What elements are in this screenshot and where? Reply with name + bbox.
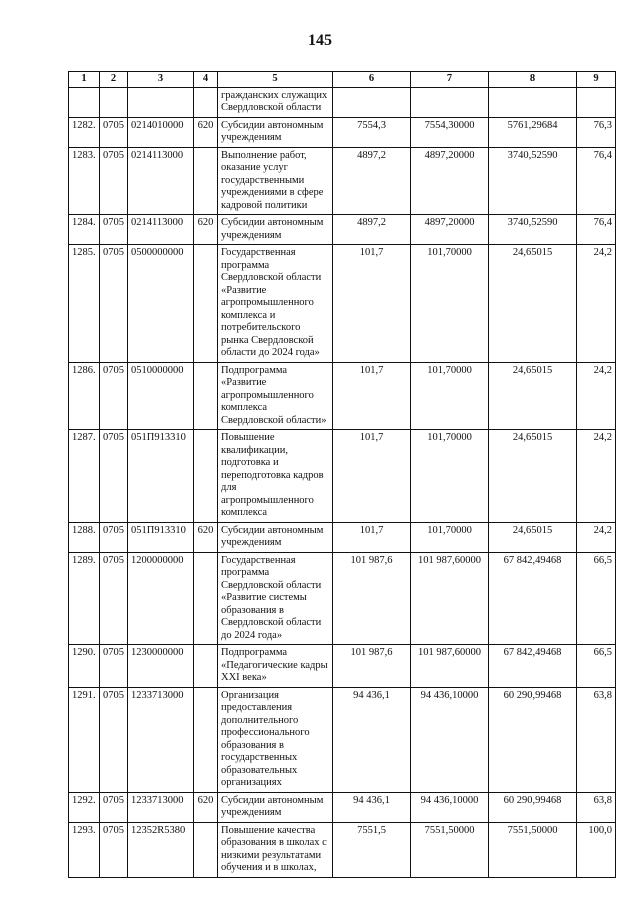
item-name: Повышение квалификации, подготовка и переподготовка кадров для агропромышленного комплекса xyxy=(218,430,333,523)
row-number: 1293. xyxy=(69,822,100,877)
expense-type-code: 620 xyxy=(194,522,218,552)
target-article-code: 0510000000 xyxy=(128,362,194,430)
target-article-code: 051П913310 xyxy=(128,522,194,552)
row-number: 1287. xyxy=(69,430,100,523)
amount-executed: 60 290,99468 xyxy=(489,687,577,792)
column-header: 3 xyxy=(128,72,194,88)
row-number: 1284. xyxy=(69,215,100,245)
expense-type-code: 620 xyxy=(194,215,218,245)
row-number: 1292. xyxy=(69,792,100,822)
amount-value: 7554,3 xyxy=(333,117,411,147)
item-name: Выполнение работ, оказание услуг государственными учреждениями в сфере кадровой политики xyxy=(218,147,333,215)
amount-value: 4897,2 xyxy=(333,147,411,215)
column-header: 5 xyxy=(218,72,333,88)
section-code xyxy=(100,87,128,117)
item-name: Государственная программа Свердловской области «Развитие агропромышленного комплекса и потребительского рынка Свердловской области до 2024 года» xyxy=(218,245,333,363)
amount-value: 4897,2 xyxy=(333,215,411,245)
table-row xyxy=(69,245,616,363)
amount-precise: 7551,50000 xyxy=(411,822,489,877)
page-number: 145 xyxy=(308,32,332,49)
execution-percent: 76,4 xyxy=(577,215,616,245)
row-number: 1291. xyxy=(69,687,100,792)
target-article-code: 1200000000 xyxy=(128,552,194,645)
section-code: 0705 xyxy=(100,362,128,430)
table-row xyxy=(69,117,616,147)
target-article-code: 0214113000 xyxy=(128,147,194,215)
amount-precise: 94 436,10000 xyxy=(411,792,489,822)
amount-precise: 7554,30000 xyxy=(411,117,489,147)
execution-percent xyxy=(577,87,616,117)
amount-value xyxy=(333,87,411,117)
amount-value: 7551,5 xyxy=(333,822,411,877)
section-code: 0705 xyxy=(100,645,128,688)
expense-type-code xyxy=(194,87,218,117)
item-name: Повышение качества образования в школах с низкими результатами обучения и в школах, xyxy=(218,822,333,877)
amount-precise: 101,70000 xyxy=(411,522,489,552)
item-name: Подпрограмма «Развитие агропромышленного комплекса Свердловской области» xyxy=(218,362,333,430)
amount-executed: 24,65015 xyxy=(489,245,577,363)
row-number: 1286. xyxy=(69,362,100,430)
column-header: 8 xyxy=(489,72,577,88)
column-header: 4 xyxy=(194,72,218,88)
column-header: 7 xyxy=(411,72,489,88)
amount-executed: 24,65015 xyxy=(489,522,577,552)
execution-percent: 24,2 xyxy=(577,245,616,363)
amount-precise: 101 987,60000 xyxy=(411,552,489,645)
expense-type-code: 620 xyxy=(194,117,218,147)
amount-executed: 3740,52590 xyxy=(489,147,577,215)
table-row xyxy=(69,822,616,877)
expense-type-code xyxy=(194,645,218,688)
table-header-row xyxy=(69,72,616,88)
table-row xyxy=(69,552,616,645)
target-article-code xyxy=(128,87,194,117)
amount-executed: 3740,52590 xyxy=(489,215,577,245)
column-header: 9 xyxy=(577,72,616,88)
table-row xyxy=(69,687,616,792)
amount-value: 94 436,1 xyxy=(333,687,411,792)
amount-executed xyxy=(489,87,577,117)
column-header: 2 xyxy=(100,72,128,88)
execution-percent: 63,8 xyxy=(577,792,616,822)
section-code: 0705 xyxy=(100,792,128,822)
item-name: Государственная программа Свердловской области «Развитие системы образования в Свердловской области до 2024 года» xyxy=(218,552,333,645)
amount-precise: 4897,20000 xyxy=(411,147,489,215)
amount-executed: 7551,50000 xyxy=(489,822,577,877)
execution-percent: 66,5 xyxy=(577,645,616,688)
execution-percent: 76,3 xyxy=(577,117,616,147)
amount-executed: 60 290,99468 xyxy=(489,792,577,822)
table-row xyxy=(69,645,616,688)
amount-executed: 67 842,49468 xyxy=(489,645,577,688)
table-row xyxy=(69,430,616,523)
amount-value: 101,7 xyxy=(333,362,411,430)
expense-type-code xyxy=(194,552,218,645)
amount-value: 101,7 xyxy=(333,245,411,363)
target-article-code: 1233713000 xyxy=(128,792,194,822)
item-name: Субсидии автономным учреждениям xyxy=(218,117,333,147)
amount-precise: 101,70000 xyxy=(411,362,489,430)
section-code: 0705 xyxy=(100,430,128,523)
amount-precise xyxy=(411,87,489,117)
execution-percent: 100,0 xyxy=(577,822,616,877)
expense-type-code xyxy=(194,362,218,430)
section-code: 0705 xyxy=(100,822,128,877)
execution-percent: 66,5 xyxy=(577,552,616,645)
target-article-code: 12352R5380 xyxy=(128,822,194,877)
amount-executed: 24,65015 xyxy=(489,362,577,430)
target-article-code: 0500000000 xyxy=(128,245,194,363)
amount-precise: 101 987,60000 xyxy=(411,645,489,688)
amount-value: 94 436,1 xyxy=(333,792,411,822)
table-row xyxy=(69,215,616,245)
section-code: 0705 xyxy=(100,522,128,552)
target-article-code: 0214113000 xyxy=(128,215,194,245)
table-row xyxy=(69,362,616,430)
expense-type-code xyxy=(194,245,218,363)
section-code: 0705 xyxy=(100,215,128,245)
row-number: 1289. xyxy=(69,552,100,645)
amount-precise: 101,70000 xyxy=(411,430,489,523)
target-article-code: 1230000000 xyxy=(128,645,194,688)
amount-precise: 4897,20000 xyxy=(411,215,489,245)
item-name: Субсидии автономным учреждениям xyxy=(218,522,333,552)
table-row xyxy=(69,522,616,552)
section-code: 0705 xyxy=(100,552,128,645)
amount-executed: 24,65015 xyxy=(489,430,577,523)
amount-precise: 101,70000 xyxy=(411,245,489,363)
row-number: 1290. xyxy=(69,645,100,688)
item-name: Субсидии автономным учреждениям xyxy=(218,792,333,822)
expense-type-code xyxy=(194,687,218,792)
execution-percent: 24,2 xyxy=(577,522,616,552)
amount-value: 101 987,6 xyxy=(333,552,411,645)
expense-type-code xyxy=(194,822,218,877)
target-article-code: 0214010000 xyxy=(128,117,194,147)
amount-precise: 94 436,10000 xyxy=(411,687,489,792)
section-code: 0705 xyxy=(100,147,128,215)
row-number: 1288. xyxy=(69,522,100,552)
table-row xyxy=(69,87,616,117)
target-article-code: 1233713000 xyxy=(128,687,194,792)
execution-percent: 63,8 xyxy=(577,687,616,792)
expense-type-code xyxy=(194,147,218,215)
column-header: 6 xyxy=(333,72,411,88)
amount-executed: 67 842,49468 xyxy=(489,552,577,645)
item-name: Подпрограмма «Педагогические кадры XXI века» xyxy=(218,645,333,688)
column-header: 1 xyxy=(69,72,100,88)
execution-percent: 24,2 xyxy=(577,430,616,523)
section-code: 0705 xyxy=(100,117,128,147)
amount-value: 101 987,6 xyxy=(333,645,411,688)
row-number: 1283. xyxy=(69,147,100,215)
amount-value: 101,7 xyxy=(333,522,411,552)
item-name: гражданских служащих Свердловской области xyxy=(218,87,333,117)
table-body xyxy=(69,87,616,877)
expense-type-code: 620 xyxy=(194,792,218,822)
section-code: 0705 xyxy=(100,245,128,363)
budget-table xyxy=(68,71,616,878)
item-name: Субсидии автономным учреждениям xyxy=(218,215,333,245)
row-number xyxy=(69,87,100,117)
execution-percent: 24,2 xyxy=(577,362,616,430)
execution-percent: 76,4 xyxy=(577,147,616,215)
target-article-code: 051П913310 xyxy=(128,430,194,523)
amount-executed: 5761,29684 xyxy=(489,117,577,147)
row-number: 1285. xyxy=(69,245,100,363)
expense-type-code xyxy=(194,430,218,523)
section-code: 0705 xyxy=(100,687,128,792)
amount-value: 101,7 xyxy=(333,430,411,523)
row-number: 1282. xyxy=(69,117,100,147)
table-row xyxy=(69,147,616,215)
table-row xyxy=(69,792,616,822)
item-name: Организация предоставления дополнительного профессионального образования в государственных образовательных организациях xyxy=(218,687,333,792)
